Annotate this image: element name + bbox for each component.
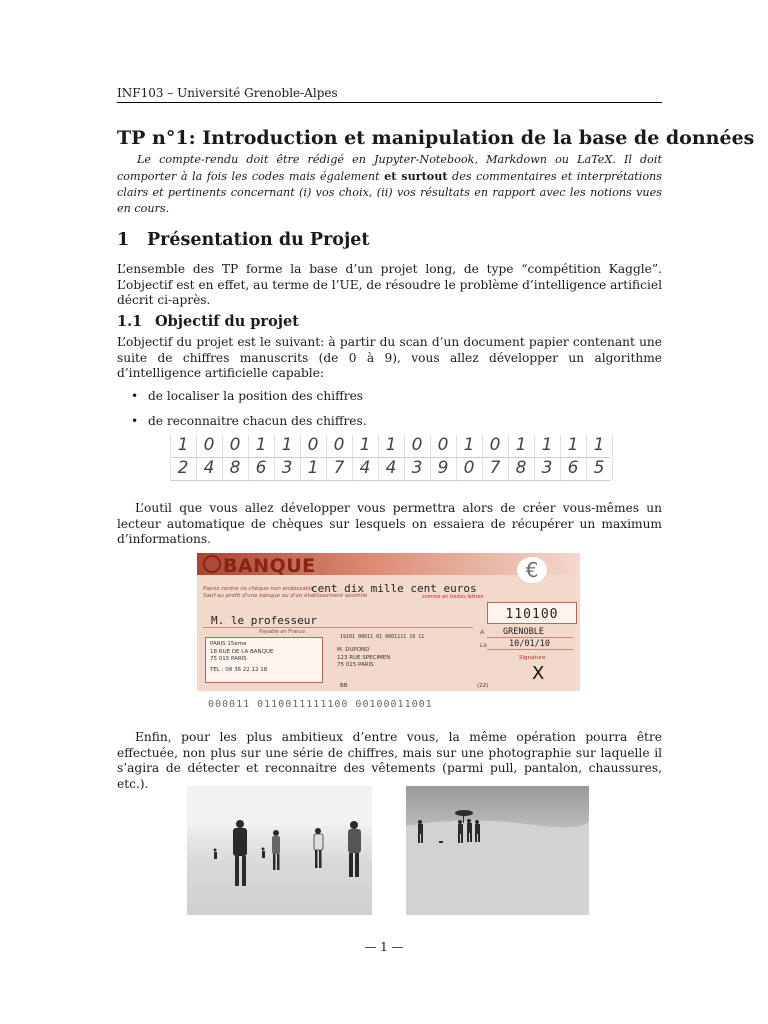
digit: 8 [515, 458, 527, 478]
abstract-bold: et surtout [384, 169, 448, 183]
signature: X [532, 663, 545, 684]
digit: 4 [385, 458, 397, 478]
digit-row-1 [170, 435, 610, 458]
digit: 0 [463, 458, 475, 478]
digit: 4 [203, 458, 215, 478]
list-item: • de reconnaitre chacun des chiffres. [131, 414, 367, 428]
digit: 4 [359, 458, 371, 478]
grid-line [352, 435, 353, 481]
holder-line: M. DUPOND [337, 647, 370, 653]
objective-text: L’objectif du projet est le suivant: à partir du scan d’un document papier contenant une suite de chiffres manuscrits (de 0 à 9), vous allez développer un algorithme d’intelligence artificielle capable: [117, 335, 662, 380]
digit: 7 [489, 458, 501, 478]
date-line [487, 649, 573, 650]
digit: 1 [359, 435, 371, 455]
digit: 0 [333, 435, 345, 455]
grid-line [300, 435, 301, 481]
grid-line [482, 435, 483, 481]
digit: 3 [281, 458, 293, 478]
digit: 0 [307, 435, 319, 455]
digit-row-2 [170, 458, 610, 481]
pay-text-2: Sauf au profit d'une banque ou d'un établissement assimilé [203, 593, 368, 599]
grid-line [378, 435, 379, 481]
grid-line [508, 435, 509, 481]
digit: 0 [489, 435, 501, 455]
handwritten-digits-image [170, 435, 610, 481]
grid-line [248, 435, 249, 481]
date: 10/01/10 [509, 639, 550, 649]
grid-line [196, 435, 197, 481]
pay-text: Payez contre ce chèque non endossable [203, 586, 314, 592]
globe-icon [203, 555, 221, 573]
digit: 8 [229, 458, 241, 478]
account-number: 19101 00011 01 0001111 10 11 [340, 634, 425, 640]
holder-line: 123 RUE SPECIMEN [337, 654, 391, 661]
digit: 3 [411, 458, 423, 478]
payable-label: Payable en France [259, 629, 306, 635]
payee: M. le professeur [211, 614, 317, 627]
grid-line [326, 435, 327, 481]
digit: 3 [541, 458, 553, 478]
section-intro: L’ensemble des TP forme la base d’un projet long, de type “compétition Kaggle”. L’objectif est en effet, au terme de l’UE, de résoudre le problème d’intelligence artificiel décrit ci-après. [117, 262, 662, 307]
amount-words: cent dix mille cent euros [311, 582, 477, 595]
grid-line [612, 435, 613, 481]
list-item: • de localiser la position des chiffres [131, 389, 364, 403]
cheque-image [197, 553, 580, 691]
grid-line [456, 435, 457, 481]
holder-line: 75 015 PARIS [337, 662, 374, 668]
amount-box [487, 602, 577, 624]
digit: 2 [177, 458, 189, 478]
digit: 1 [281, 435, 293, 455]
digit: 1 [177, 435, 189, 455]
digit: 1 [255, 435, 267, 455]
digit: 0 [437, 435, 449, 455]
subsection-heading [117, 313, 299, 330]
bullet-text: de localiser la position des chiffres [148, 389, 364, 403]
branch-line: PARIS 15ème [210, 641, 247, 647]
subsection-title: Objectif du projet [155, 313, 299, 330]
bank-logo [203, 555, 316, 577]
a-label: A [480, 629, 485, 636]
photo-people-beach [187, 786, 372, 915]
city: GRENOBLE [503, 627, 544, 637]
bullet-text: de reconnaitre chacun des chiffres. [148, 414, 367, 428]
digit: 1 [515, 435, 527, 455]
final-paragraph: Enfin, pour les plus ambitieux d’entre vous, la même opération pourra être effectuée, non plus sur une série de chiffres, mais sur une photographie sur laquelle il s’agira de détecter et reconnaitre des vêtements (parmi pull, pantalon, chaussures, etc.). [117, 730, 662, 791]
city-line [487, 637, 573, 638]
photo-1-illustration [187, 786, 372, 915]
branch-line: TEL : 08 36 22 12 18 [210, 666, 268, 673]
grid-line [222, 435, 223, 481]
cheque-paragraph: L’outil que vous allez développer vous permettra alors de créer vous-mêmes un lecteur automatique de chèques sur lesquels on essaiera de récupérer un maximum d’informations. [117, 501, 662, 546]
digit: 0 [229, 435, 241, 455]
bank-name: BANQUE [223, 555, 316, 577]
grid-line [586, 435, 587, 481]
page-title: TP n°1: Introduction et manipulation de la base de données [117, 127, 755, 149]
digit: 9 [437, 458, 449, 478]
section-number: 1 [117, 230, 130, 250]
digit: 0 [411, 435, 423, 455]
digit: 1 [567, 435, 579, 455]
digit: 1 [385, 435, 397, 455]
grid-line [430, 435, 431, 481]
abstract [117, 152, 662, 217]
page-number: — 1 — [364, 940, 404, 954]
abstract-part1: Le compte-rendu doit être rédigé en Jupyter-Notebook, Markdown ou LaTeX. Il doit comporter à la fois les codes mais également [117, 153, 662, 183]
subsection-number: 1.1 [117, 313, 143, 330]
digit: 1 [463, 435, 475, 455]
digit: 1 [541, 435, 553, 455]
running-header: INF103 – Université Grenoble-Alpes [117, 86, 338, 100]
in-letters-label: somme en toutes lettres [422, 594, 484, 600]
amount-value: 110100 [505, 607, 559, 622]
holder-address [337, 647, 390, 670]
grid-line [274, 435, 275, 481]
digit: 1 [593, 435, 605, 455]
branch-line: 75 015 PARIS [210, 656, 247, 662]
digit: 6 [255, 458, 267, 478]
digit: 0 [203, 435, 215, 455]
photo-people-dunes [406, 786, 589, 915]
grid-line [560, 435, 561, 481]
digit: 5 [593, 458, 605, 478]
digit: 1 [307, 458, 319, 478]
grid-line [170, 435, 171, 481]
payee-line [203, 627, 473, 628]
branch-address-box [205, 637, 323, 683]
micr-line: 000011 0110011111100 00100011001 [208, 699, 433, 710]
digit: 6 [567, 458, 579, 478]
branch-line: 18 RUE DE LA BANQUE [210, 648, 274, 655]
le-label: Le [480, 642, 488, 649]
digit: 7 [333, 458, 345, 478]
grid-line [404, 435, 405, 481]
section-heading [117, 230, 370, 250]
photo-2-illustration [406, 786, 589, 915]
cheque-number: BB [340, 683, 348, 689]
euro-icon: € [517, 557, 547, 583]
code-label: (22) [477, 683, 489, 689]
section-title: Présentation du Projet [147, 230, 370, 250]
abstract-part2: des commentaires et interprétations clairs et pertinents concernant (i) vos choix, (ii) vos résultats en rapport avec les notions vues en cours. [117, 170, 663, 215]
header-rule [117, 102, 662, 103]
grid-line [534, 435, 535, 481]
signature-label: Signature [519, 655, 546, 661]
